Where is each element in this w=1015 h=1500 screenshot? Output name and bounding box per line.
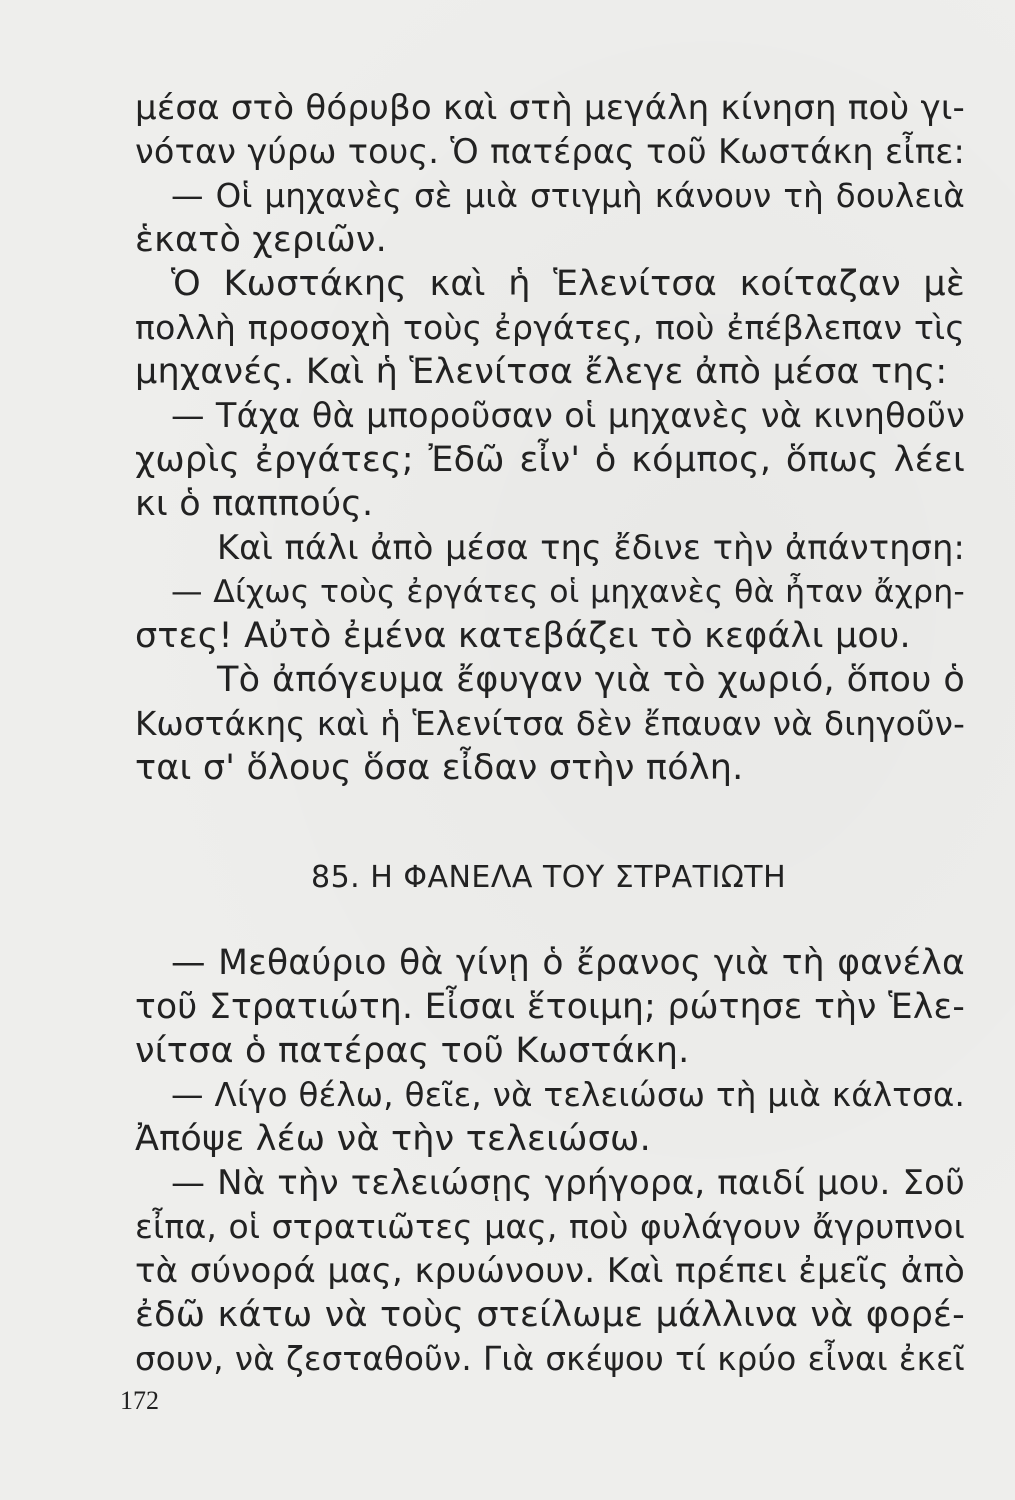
page-number: 172 [120,1386,159,1415]
text-line: χωρὶς ἐργάτες; Ἐδῶ εἶν' ὁ κόμπος, ὅπως λέει [135,440,965,480]
text-line: μηχανές. Καὶ ἡ Ἑλενίτσα ἔλεγε ἀπὸ μέσα της: [135,352,948,392]
text-line: Τὸ ἀπόγευμα ἔφυγαν γιὰ τὸ χωριό, ὅπου ὁ [217,660,965,700]
top-text-block [135,86,965,790]
text-line: τὰ σύνορά μας, κρυώνουν. Καὶ πρέπει ἐμεῖς ἀπὸ [135,1251,965,1291]
section-heading: 85. Η ΦΑΝΕΛΑ ΤΟΥ ΣΤΡΑΤΙΩΤΗ [311,860,787,895]
text-line: — Οἱ μηχανὲς σὲ μιὰ στιγμὴ κάνουν τὴ δουλειὰ [171,177,965,215]
text-line: Ὁ Κωστάκης καὶ ἡ Ἑλενίτσα κοίταζαν μὲ [171,264,965,304]
bottom-text-block [135,941,965,1381]
text-line: — Λίγο θέλω, θεῖε, νὰ τελειώσω τὴ μιὰ κάλτσα. [171,1076,965,1114]
text-line: νίτσα ὁ πατέρας τοῦ Κωστάκη. [135,1031,690,1071]
text-line: — Μεθαύριο θὰ γίνῃ ὁ ἔρανος γιὰ τὴ φανέλα [171,943,965,983]
text-line: σουν, νὰ ζεσταθοῦν. Γιὰ σκέψου τί κρύο εἶναι ἐκεῖ [135,1340,965,1378]
text-line: μέσα στὸ θόρυβο καὶ στὴ μεγάλη κίνηση ποὺ γι- [135,88,965,128]
text-line: ται σ' ὅλους ὅσα εἶδαν στὴν πόλη. [135,748,744,788]
text-line: πολλὴ προσοχὴ τοὺς ἐργάτες, ποὺ ἐπέβλεπαν τὶς [135,308,965,347]
text-line: νόταν γύρω τους. Ὁ πατέρας τοῦ Κωστάκη εἶπε: [135,132,965,171]
text-line: τοῦ Στρατιώτη. Εἶσαι ἕτοιμη; ρώτησε τὴν Ἑλε- [135,987,965,1027]
text-line: ἐδῶ κάτω νὰ τοὺς στείλωμε μάλλινα νὰ φορέ- [135,1295,965,1335]
text-line: ἑκατὸ χεριῶν. [135,220,388,260]
text-line: — Δίχως τοὺς ἐργάτες οἱ μηχανὲς θὰ ἦταν ἄχρη- [171,574,965,610]
text-line: Καὶ πάλι ἀπὸ μέσα της ἔδινε τὴν ἀπάντηση: [217,528,965,567]
text-line: Ἀπόψε λέω νὰ τὴν τελειώσω. [135,1119,651,1159]
text-line: εἶπα, οἱ στρατιῶτες μας, ποὺ φυλάγουν ἄγρυπνοι [135,1207,965,1246]
text-line: — Τάχα θὰ μποροῦσαν οἱ μηχανὲς νὰ κινηθοῦν [171,396,965,435]
text-line: κι ὁ παππούς. [135,484,374,524]
text-line: Κωστάκης καὶ ἡ Ἑλενίτσα δὲν ἔπαυαν νὰ διηγοῦν- [135,705,965,743]
text-line: — Νὰ τὴν τελειώσῃς γρήγορα, παιδί μου. Σοῦ [171,1163,965,1203]
text-line: στες! Αὐτὸ ἐμένα κατεβάζει τὸ κεφάλι μου. [135,616,911,656]
